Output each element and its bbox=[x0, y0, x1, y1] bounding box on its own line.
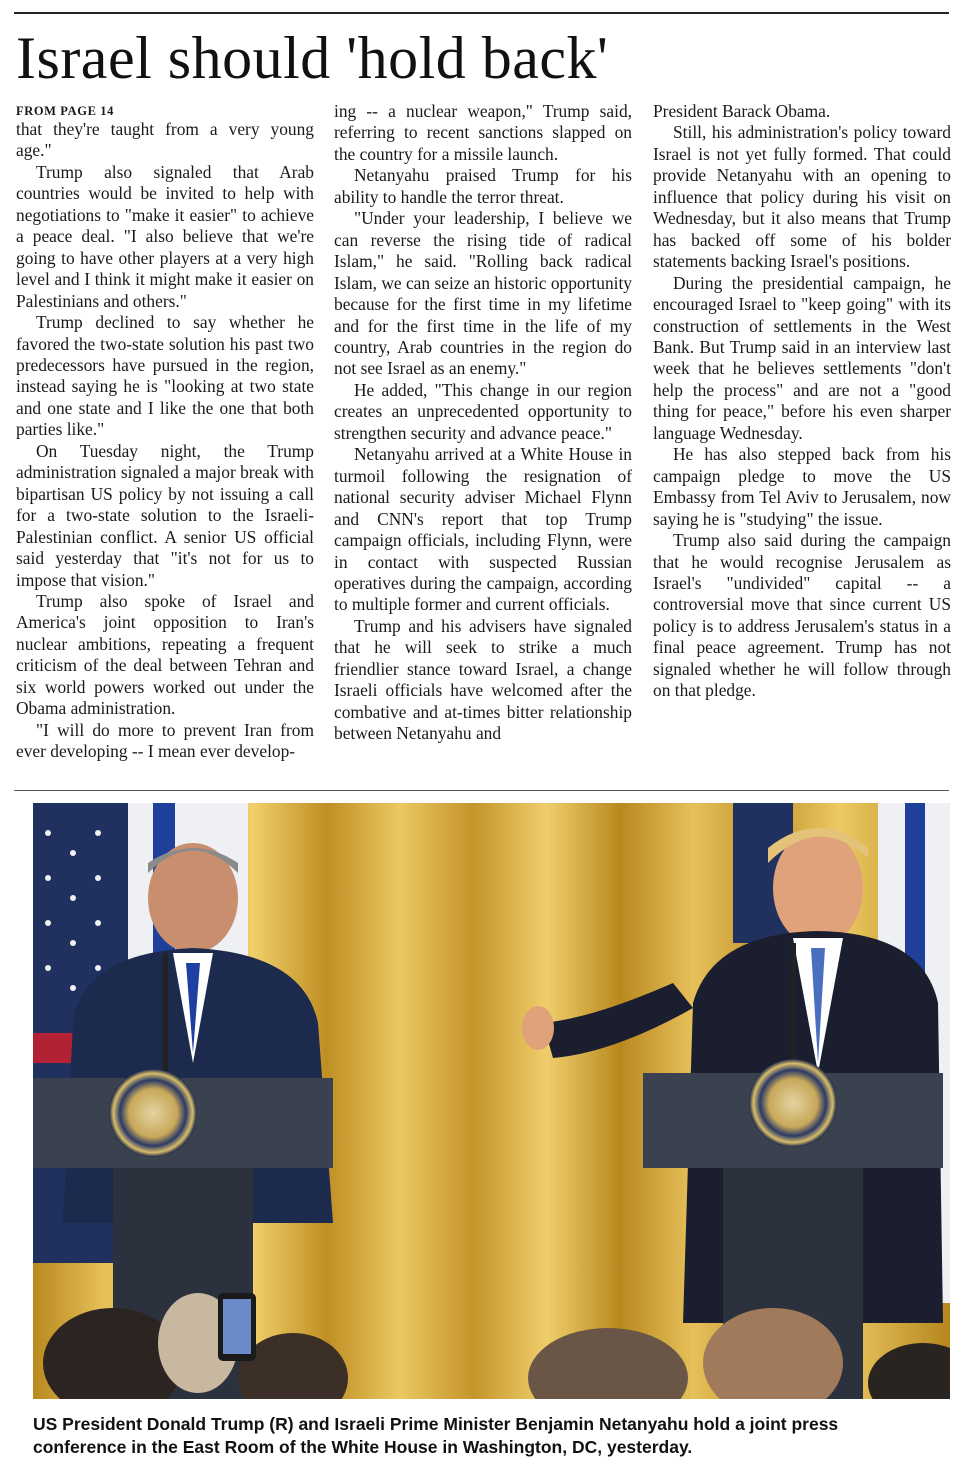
top-rule bbox=[14, 12, 949, 14]
paragraph: "I will do more to prevent Iran from ever developing -- I mean ever develop- bbox=[16, 719, 314, 762]
paragraph: President Barack Obama. bbox=[653, 101, 831, 121]
paragraph: Netanyahu arrived at a White House in turmoil following the resignation of national security adviser Michael Flynn and CNN's report that top Trump campaign officials, including Flynn, were in contact with suspected Russian operatives during the campaign, according to multiple former and current officials. bbox=[334, 444, 632, 615]
paragraph: On Tuesday night, the Trump administration signaled a major break with bipartisan US policy by not issuing a call for a two-state solution to the Israeli-Palestinian conflict. A senior US official said yesterday that "it's not for us to impose that vision." bbox=[16, 440, 314, 590]
paragraph: During the presidential campaign, he encouraged Israel to "keep going" with its construction of settlements in the West Bank. But Trump said in an interview last week that he believes settlements "don't help the process" and are not a "good thing for peace," before his even sharper language Wednesday. bbox=[653, 272, 951, 443]
paragraph: "Under your leadership, I believe we can reverse the rising tide of radical Islam," he said. "Rolling back radical Islam, we can seize an historic opportunity because for the first time in my lifetime and for the first time in the life of my country, Arab countries in the region do not see Israel as an enemy." bbox=[334, 208, 632, 379]
photo-caption: US President Donald Trump (R) and Israeli Prime Minister Benjamin Netanyahu hold a joint press conference in the East Room of the White House in Washington, DC, yesterday. bbox=[33, 1414, 839, 1457]
paragraph: ing -- a nuclear weapon," Trump said, referring to recent sanctions slapped on the country for a missile launch. bbox=[334, 101, 632, 164]
paragraph: Trump and his advisers have signaled that he will seek to strike a much friendlier stance toward Israel, a change Israeli officials have welcomed after the combative and at-times bitter relationship between Netanyahu and bbox=[334, 615, 632, 744]
paragraph: He added, "This change in our region creates an unprecedented opportunity to strengthen security and advance peace." bbox=[334, 379, 632, 443]
paragraph: Trump also said during the campaign that he would recognise Jerusalem as Israel's "undivided" capital -- a controversial move that since current US policy is to address Jerusalem's status in a final peace agreement. Trump has not signaled whether he will follow through on that pledge. bbox=[653, 530, 951, 701]
paragraph: Netanyahu praised Trump for his ability to handle the terror threat. bbox=[334, 165, 632, 207]
article-column-1 bbox=[16, 101, 314, 763]
continued-from-label: FROM PAGE 14 bbox=[16, 104, 114, 118]
section-rule bbox=[14, 790, 949, 791]
press-conference-photo bbox=[33, 803, 950, 1399]
paragraph: Trump also signaled that Arab countries would be invited to help with negotiations to "make it easier" to achieve a peace deal. "I also believe that we're going to have other players at a very high level and I think it might make it easier on Palestinians and others." bbox=[16, 161, 314, 311]
headline: Israel should 'hold back' bbox=[16, 25, 609, 91]
paragraph: Still, his administration's policy toward Israel is not yet fully formed. That could provide Netanyahu with an opening to influence that policy during his visit on Wednesday, but it also means that Trump has backed off some of his bolder statements backing Israel's positions. bbox=[653, 122, 951, 272]
paragraph: Trump declined to say whether he favored the two-state solution his past two predecessors have pursued in the region, instead saying he is "looking at two state and one state and I like the one that both parties like." bbox=[16, 312, 314, 440]
paragraph: He has also stepped back from his campaign pledge to move the US Embassy from Tel Aviv to Jerusalem, now saying he is "studying" the issue. bbox=[653, 444, 951, 529]
paragraph: that they're taught from a very young age." bbox=[16, 119, 314, 161]
paragraph: Trump also spoke of Israel and America's joint opposition to Iran's nuclear ambitions, repeating a frequent criticism of the deal between Tehran and six world powers worked out under the Obama administration. bbox=[16, 590, 314, 719]
article-column-3 bbox=[653, 101, 951, 702]
article-column-2 bbox=[334, 101, 632, 745]
